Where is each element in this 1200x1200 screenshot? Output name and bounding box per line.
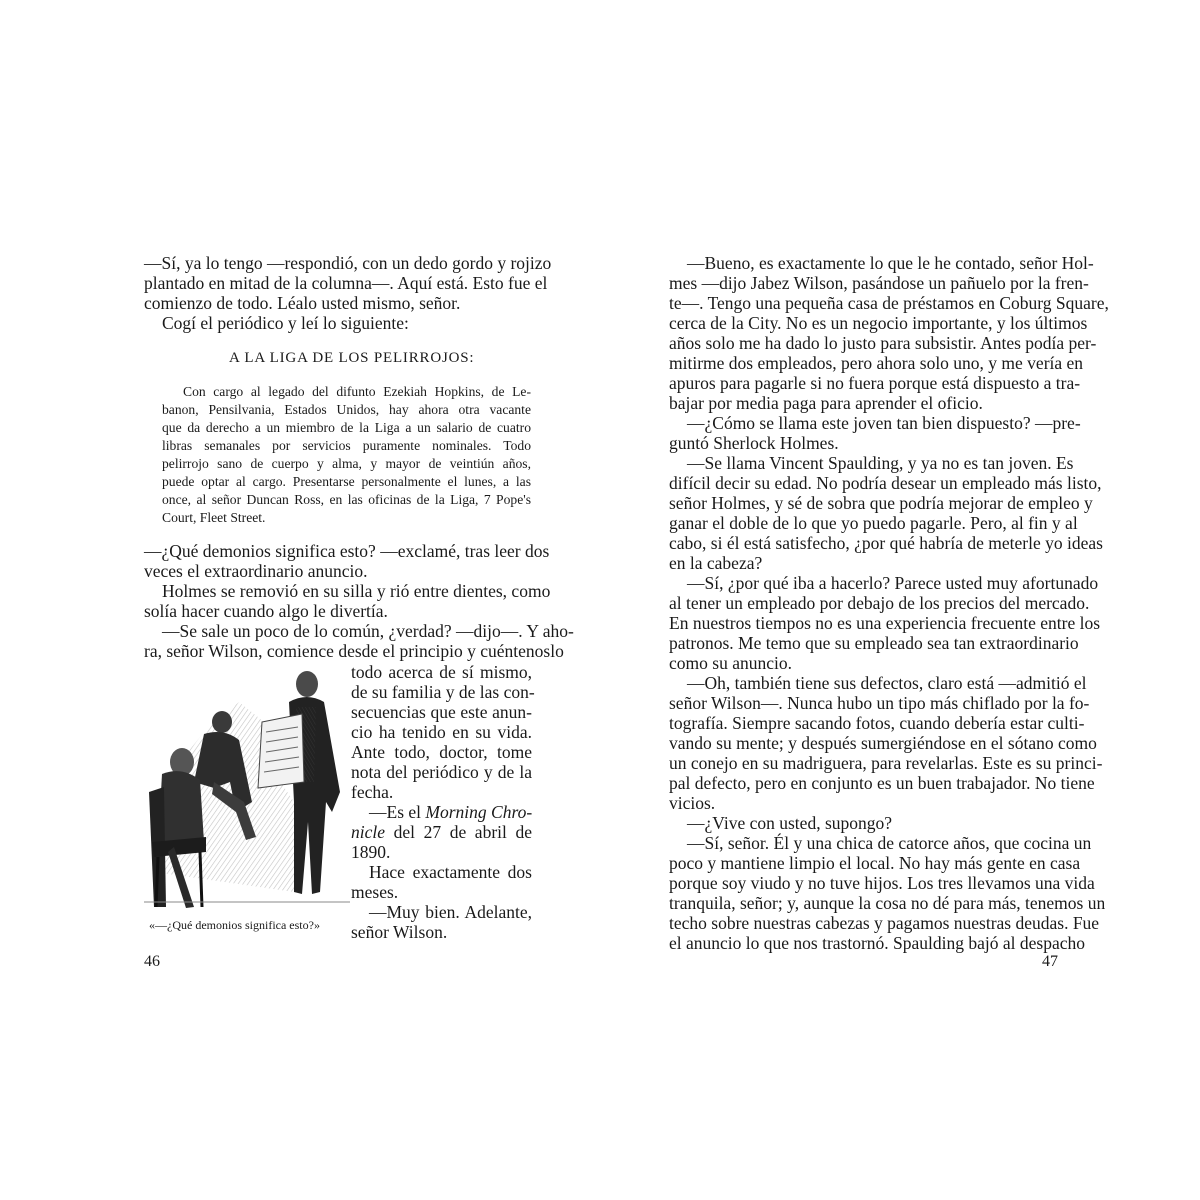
text-line: un conejo en su madriguera, para revelarlas. Este es su princi- [669,753,1103,773]
advert-line: libras semanales por servicios puramente nominales. Todo [162,438,531,453]
text-line: techo sobre nuestras cabezas y pagamos nuestras deudas. Fue [669,913,1100,933]
intro-line: Cogí el periódico y leí lo siguiente: [162,313,409,333]
advert-line: banon, Pensilvania, Estados Unidos, hay ahora otra vacante [162,402,531,417]
column-line: secuencias que este anun- [351,702,532,722]
text-line: te—. Tengo una pequeña casa de préstamos en Coburg Square, [669,293,1109,313]
advert-line: Court, Fleet Street. [162,510,266,525]
text-line: señor Wilson—. Nunca hubo un tipo más chiflado por la fo- [669,693,1090,713]
advert-line: puede optar al cargo. Presentarse personalmente el lunes, a las [162,474,531,489]
column-line: meses. [351,882,399,902]
column-line: nicle del 27 de abril de [351,822,532,842]
body-line: veces el extraordinario anuncio. [144,561,368,581]
column-line: nota del periódico y de la [351,762,532,782]
advert-line: que da derecho a un miembro de la Liga a un salario de cuatro [162,420,531,435]
page-number-right: 47 [1042,953,1058,970]
text-line: —Se llama Vincent Spaulding, y ya no es tan joven. Es [687,453,1074,473]
text-line: guntó Sherlock Holmes. [669,433,839,453]
body-line: —¿Qué demonios significa esto? —exclamé, tras leer dos [144,541,550,561]
column-line: —Muy bien. Adelante, [369,902,532,922]
text-line: como su anuncio. [669,653,792,673]
text-line: señor Holmes, y sé de sobra que podría mejorar de empleo y [669,493,1093,513]
advert-line: Con cargo al legado del difunto Ezekiah Hopkins, de Le- [183,384,531,399]
text-line: —Sí, ¿por qué iba a hacerlo? Parece usted muy afortunado [687,573,1099,593]
text-line: —Bueno, es exactamente lo que le he contado, señor Hol- [687,253,1094,273]
text-line: cerca de la City. No es un negocio importante, y los últimos [669,313,1088,333]
column-line: Hace exactamente dos [369,862,532,882]
text-line: cabo, si él está satisfecho, ¿por qué habría de meterle yo ideas [669,533,1103,553]
text-line: apuros para pagarle si no fuera porque está dispuesto a tra- [669,373,1081,393]
text-line: años solo me ha dado lo justo para subsistir. Antes podía per- [669,333,1097,353]
text-line: vicios. [669,793,716,813]
text-line: En nuestros tiempos no es una experiencia frecuente entre los [669,613,1101,633]
column-line: 1890. [351,842,391,862]
text-line: —Oh, también tiene sus defectos, claro está —admitió el [687,673,1087,693]
text-line: bajar por media paga para aprender el oficio. [669,393,983,413]
text-line: al tener un empleado por debajo de los precios del mercado. [669,593,1090,613]
text-line: tografía. Siempre sacando fotos, cuando debería estar culti- [669,713,1085,733]
advert-title: A LA LIGA DE LOS PELIRROJOS: [229,350,475,366]
column-line: fecha. [351,782,394,802]
text-line: patronos. Me temo que su empleado sea tan extraordinario [669,633,1079,653]
column-line: señor Wilson. [351,922,448,942]
advert-line: pelirrojo sano de cuerpo y alma, y mayor de veintiún años, [162,456,531,471]
body-line: —Se sale un poco de lo común, ¿verdad? —dijo—. Y aho- [162,621,574,641]
holmes-illustration [144,662,350,912]
text-line: poco y mantiene limpio el local. No hay más gente en casa [669,853,1081,873]
body-line: ra, señor Wilson, comience desde el principio y cuéntenoslo [144,641,564,661]
text-line: vando su mente; y después sumergiéndose en el sótano como [669,733,1097,753]
page-number-left: 46 [144,953,160,970]
text-line: porque soy viudo y no tuve hijos. Los tres llevamos una vida [669,873,1095,893]
intro-line: —Sí, ya lo tengo —respondió, con un dedo gordo y rojizo [144,253,552,273]
intro-line: plantado en mitad de la columna—. Aquí está. Esto fue el [144,273,548,293]
column-line: Ante todo, doctor, tome [351,742,532,762]
column-line: de su familia y de las con- [351,682,535,702]
text-line: tranquila, señor; y, aunque la cosa no dé para más, tenemos un [669,893,1106,913]
text-line: —¿Vive con usted, supongo? [687,813,893,833]
intro-line: comienzo de todo. Léalo usted mismo, señor. [144,293,461,313]
text-line: pal defecto, pero en conjunto es un buen trabajador. No tiene [669,773,1095,793]
body-line: solía hacer cuando algo le divertía. [144,601,388,621]
text-line: mes —dijo Jabez Wilson, pasándose un pañuelo por la fren- [669,273,1089,293]
text-line: el anuncio lo que nos trastornó. Spaulding bajó al despacho [669,933,1086,953]
text-line: ganar el doble de lo que yo puedo pagarle. Pero, al fin y al [669,513,1078,533]
text-line: en la cabeza? [669,553,763,573]
text-line: difícil decir su edad. No podría desear un empleado más listo, [669,473,1102,493]
illustration-caption: «—¿Qué demonios significa esto?» [149,918,320,932]
text-line: mitirme dos empleados, pero ahora solo uno, y me vería en [669,353,1084,373]
column-line: cio ha tenido en su vida. [351,722,532,742]
advert-line: once, al señor Duncan Ross, en las oficinas de la Liga, 7 Pope's [162,492,531,507]
column-line: todo acerca de sí mismo, [351,662,532,682]
body-line: Holmes se removió en su silla y rió entre dientes, como [162,581,551,601]
text-line: —Sí, señor. Él y una chica de catorce años, que cocina un [687,833,1092,853]
text-line: —¿Cómo se llama este joven tan bien dispuesto? —pre- [687,413,1081,433]
column-line: —Es el Morning Chro- [369,802,533,822]
